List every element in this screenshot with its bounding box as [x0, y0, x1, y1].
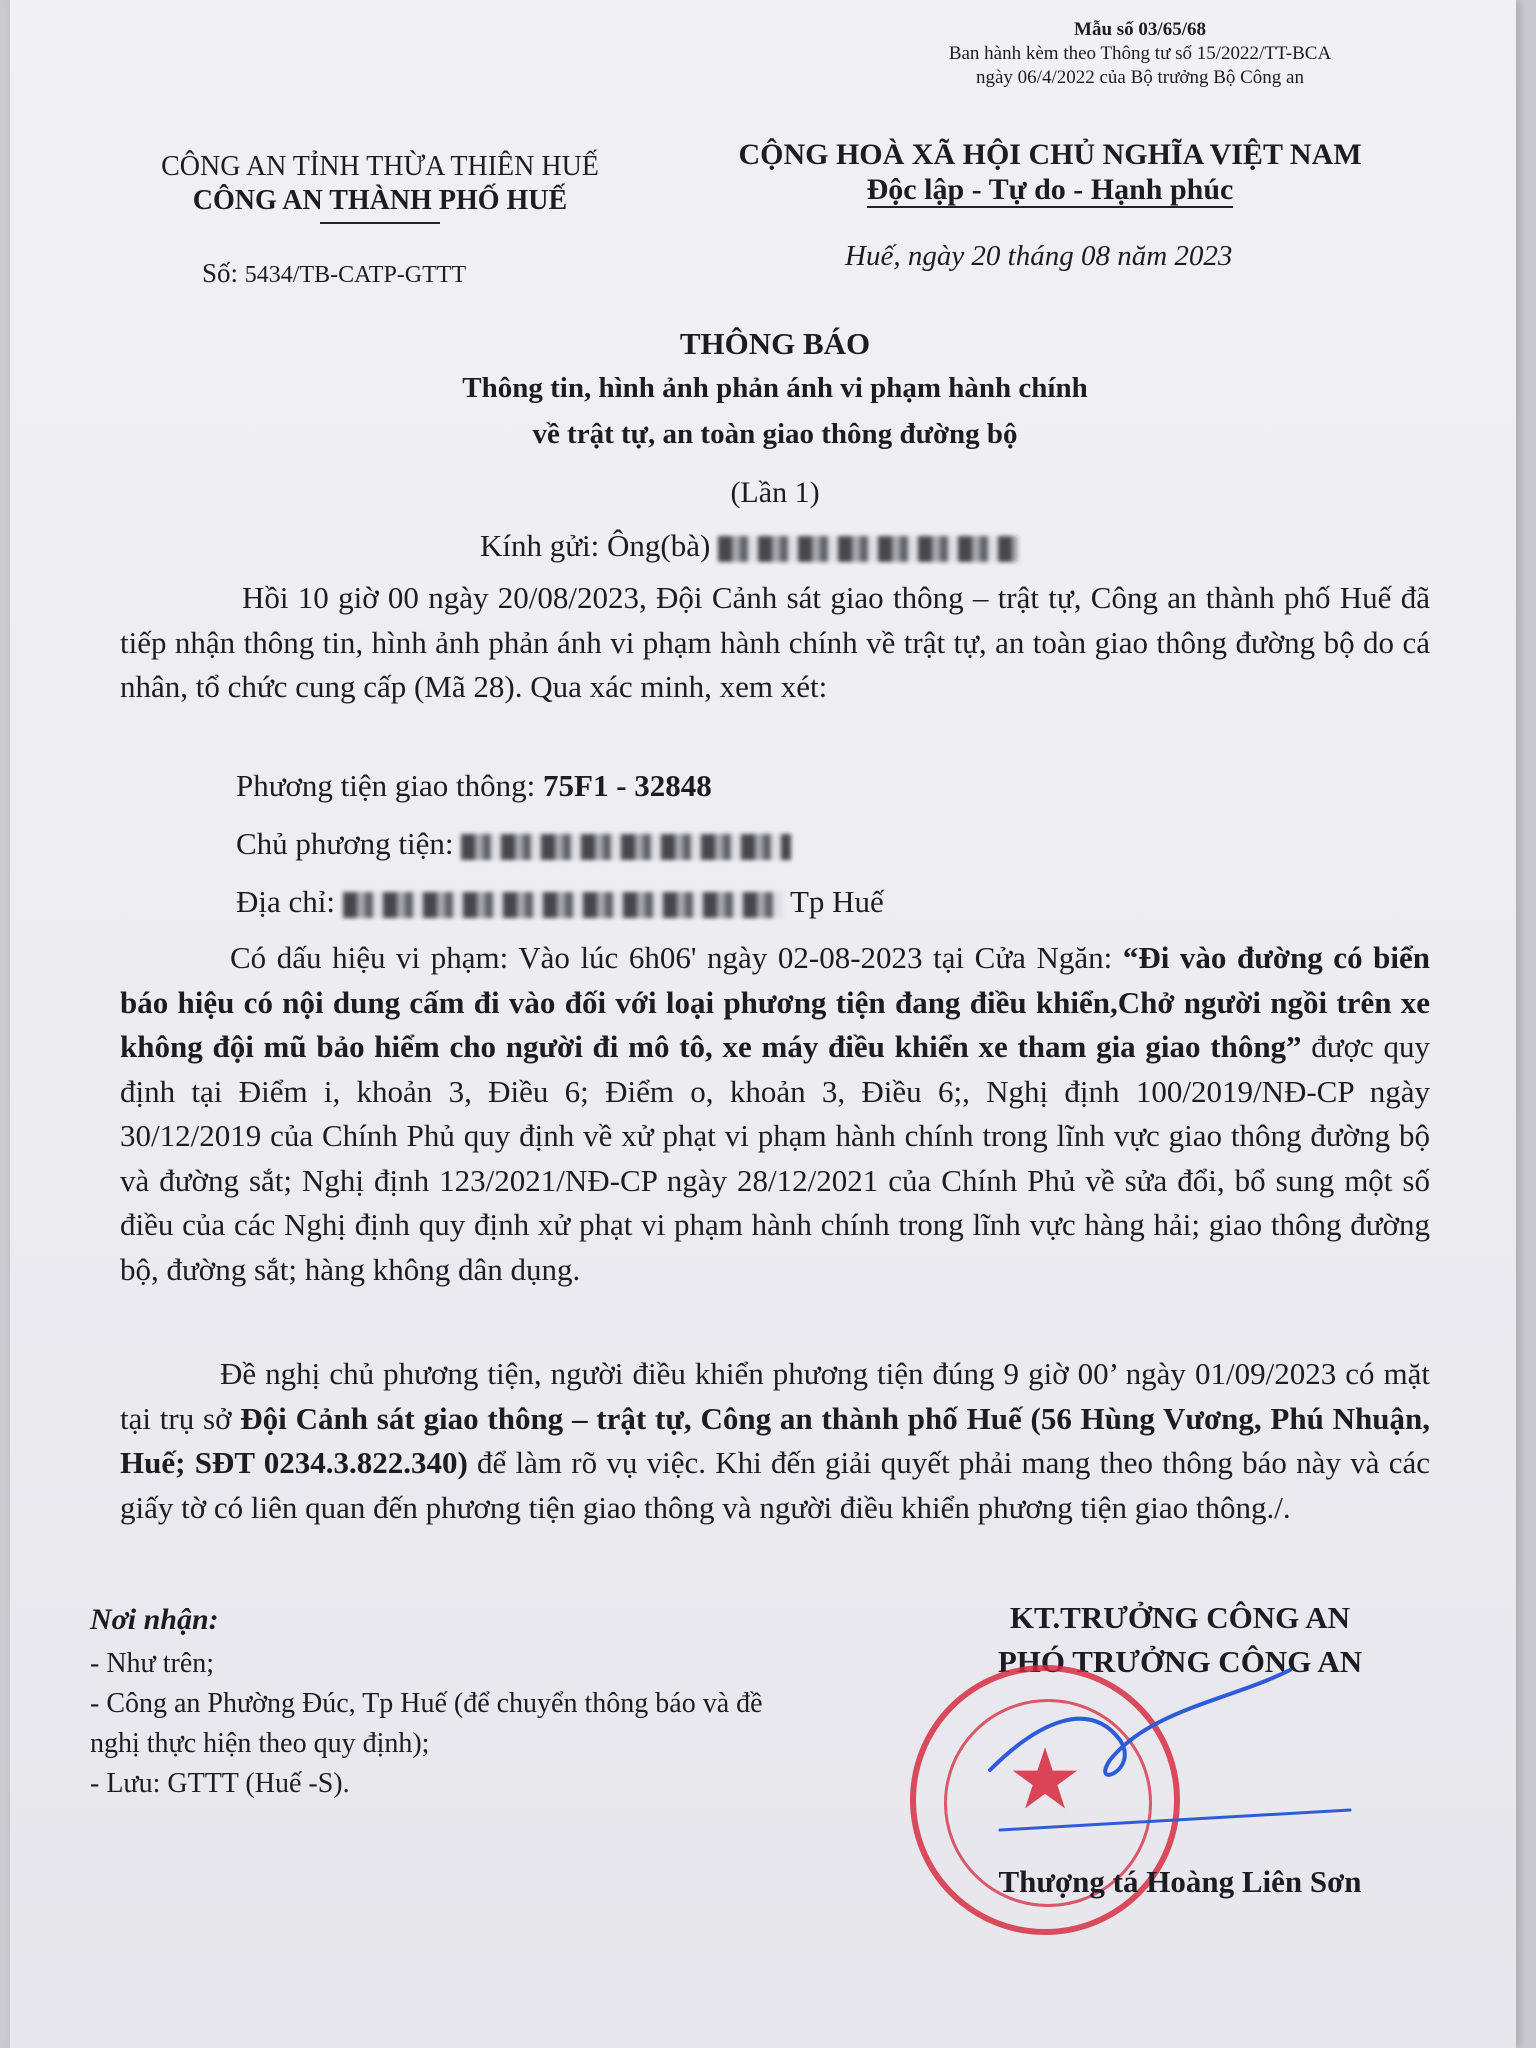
doc-number-label: Số:: [202, 258, 239, 288]
redacted-owner-name: [461, 834, 791, 860]
agency-underline: [320, 222, 440, 224]
recipient-item: - Lưu: GTTT (Huế -S).: [90, 1768, 350, 1799]
form-issued-with: Ban hành kèm theo Thông tư số 15/2022/TT-BCA: [948, 43, 1332, 64]
redacted-address: [343, 892, 783, 918]
vehicle-plate: 75F1 - 32848: [543, 768, 712, 803]
handwritten-signature: [970, 1660, 1390, 1860]
agency-header: [110, 150, 650, 224]
form-number: Mẫu số 03/65/68: [1074, 19, 1206, 40]
violation-paragraph: [120, 936, 1430, 1292]
agency-unit: CÔNG AN THÀNH PHỐ HUẾ: [192, 185, 568, 216]
form-reference: [890, 18, 1390, 90]
address-line: [236, 884, 884, 920]
violation-legal-basis: được quy định tại Điểm i, khoản 3, Điều 6; Điểm o, khoản 3, Điều 6;, Nghị định 100/2019/NĐ-CP ngày 30/12/2019 của Chính Phủ quy định về xử phạt vi phạm hành chính trong lĩnh vực giao thông đường bộ và đường sắt; Nghị định 123/2021/NĐ-CP ngày 28/12/2021 của Chính Phủ về sửa đổi, bổ sung một số điều của các Nghị định quy định xử phạt vi phạm hành chính trong lĩnh vực hàng hải; giao thông đường bộ, đường sắt; hàng không dân dụng.: [120, 1029, 1430, 1287]
notice-subtitle-2: về trật tự, an toàn giao thông đường bộ: [532, 418, 1018, 450]
violation-prefix: Có dấu hiệu vi phạm: Vào lúc 6h06' ngày 02-08-2023 tại Cửa Ngăn:: [230, 940, 1123, 975]
nation-motto: Độc lập - Tự do - Hạnh phúc: [866, 173, 1234, 206]
owner-line: [236, 826, 791, 862]
signature-title-1: KT.TRƯỞNG CÔNG AN: [1009, 1600, 1351, 1635]
nation-header: [690, 136, 1410, 214]
notice-heading: THÔNG BÁO: [679, 326, 871, 361]
request-rest: để làm rõ vụ việc. Khi đến giải quyết phải mang theo thông báo này và các giấy tờ có liên quan đến phương tiện giao thông và người điều khiển phương tiện giao thông./.: [120, 1445, 1430, 1525]
request-office: Đội Cảnh sát giao thông – trật tự, Công an thành phố Huế (56 Hùng Vương, Phú Nhuận, Huế; SĐT 0234.3.822.340): [120, 1400, 1430, 1480]
signature-title-2: PHÓ TRƯỞNG CÔNG AN: [997, 1644, 1363, 1679]
request-paragraph: [120, 1352, 1430, 1530]
violation-description: “Đi vào đường có biển báo hiệu có nội dung cấm đi vào đối với loại phương tiện đang điều khiển,Chở người ngồi trên xe không đội mũ bảo hiểm cho người đi mô tô, xe máy điều khiển xe tham gia giao thông”: [120, 940, 1430, 1064]
recipients-block: [90, 1600, 810, 1804]
doc-number-value: 5434/TB-CATP-GTTT: [244, 262, 467, 288]
greeting: [480, 528, 1018, 564]
signer-name: Thượng tá Hoàng Liên Sơn: [998, 1864, 1362, 1899]
request-prefix: Đề nghị chủ phương tiện, người điều khiển phương tiện đúng 9 giờ 00’ ngày 01/09/2023 có mặt tại trụ sở: [120, 1356, 1430, 1436]
owner-label: Chủ phương tiện:: [236, 826, 454, 861]
greeting-label: Kính gửi: Ông(bà): [480, 528, 711, 563]
place-date: Huế, ngày 20 tháng 08 năm 2023: [845, 240, 1233, 272]
intro-paragraph: Hồi 10 giờ 00 ngày 20/08/2023, Đội Cảnh sát giao thông – trật tự, Công an thành phố Huế đã tiếp nhận thông tin, hình ảnh phản ánh vi phạm hành chính về trật tự, an toàn giao thông đường bộ do cá nhân, tổ chức cung cấp (Mã 28). Qua xác minh, xem xét:: [120, 580, 1430, 704]
notice-attempt: (Lần 1): [730, 476, 820, 509]
seal-star-icon: ★: [1007, 1730, 1083, 1828]
recipients-label: Nơi nhận:: [90, 1603, 219, 1636]
address-label: Địa chỉ:: [236, 884, 335, 919]
form-issued-date: ngày 06/4/2022 của Bộ trưởng Bộ Công an: [975, 67, 1304, 88]
agency-parent: CÔNG AN TỈNH THỪA THIÊN HUẾ: [161, 151, 599, 182]
redacted-recipient-name: [718, 536, 1018, 562]
recipient-item: - Công an Phường Đúc, Tp Huế (để chuyển thông báo và đề nghị thực hiện theo quy định);: [90, 1688, 763, 1759]
address-tail: Tp Huế: [789, 884, 884, 919]
recipient-item: - Như trên;: [90, 1648, 215, 1679]
doc-number: [202, 258, 466, 289]
nation-name: CỘNG HOÀ XÃ HỘI CHỦ NGHĨA VIỆT NAM: [738, 138, 1362, 171]
vehicle-line: [236, 768, 712, 804]
vehicle-label: Phương tiện giao thông:: [236, 768, 536, 803]
notice-subtitle-1: Thông tin, hình ảnh phản ánh vi phạm hành chính: [462, 372, 1088, 404]
document-page: [10, 0, 1516, 2048]
